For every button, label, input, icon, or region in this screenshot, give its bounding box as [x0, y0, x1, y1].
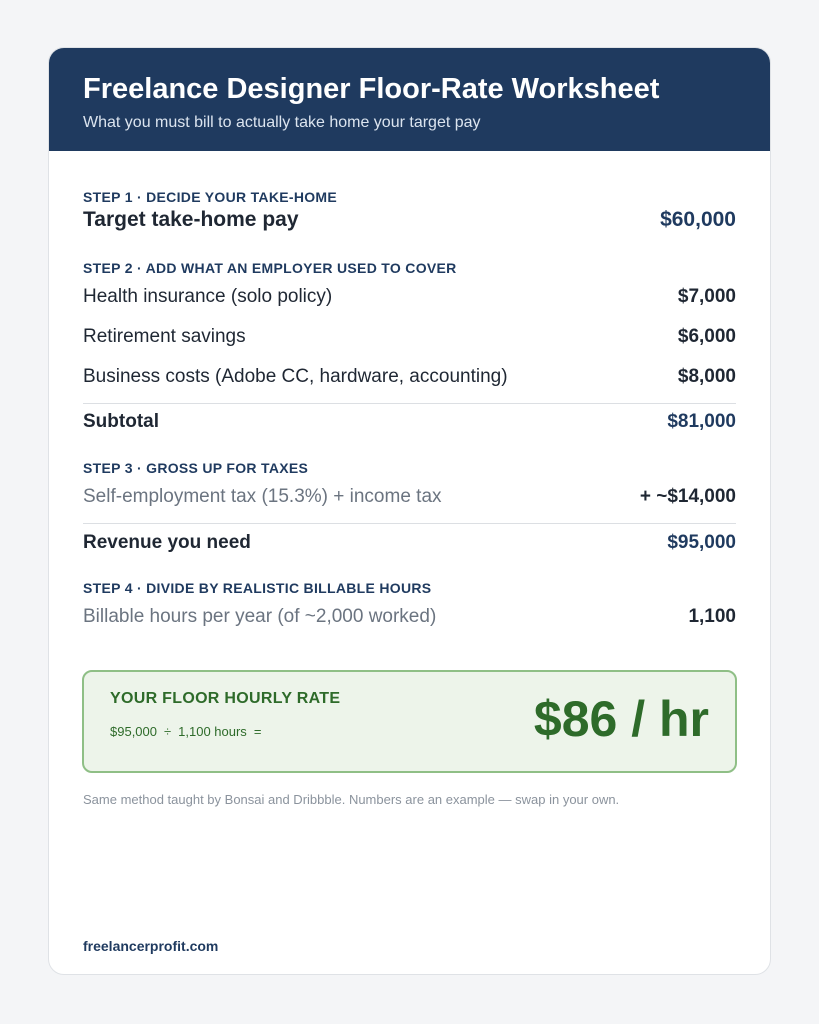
step3-label: STEP 3 · GROSS UP FOR TAXES [83, 460, 309, 476]
business-costs-label: Business costs (Adobe CC, hardware, accounting) [83, 366, 508, 387]
health-insurance-row [83, 286, 736, 308]
subtotal-value: $81,000 [667, 411, 736, 432]
business-costs-value: $8,000 [677, 366, 736, 387]
retirement-savings-label: Retirement savings [83, 326, 246, 347]
target-take-home-label: Target take-home pay [83, 208, 299, 231]
formula-divide-symbol: ÷ [164, 724, 172, 739]
step4-label: STEP 4 · DIVIDE BY REALISTIC BILLABLE HOURS [83, 580, 432, 596]
health-insurance-value: $7,000 [677, 286, 736, 307]
formula-revenue: $95,000 [110, 724, 157, 739]
revenue-needed-value: $95,000 [667, 532, 736, 553]
brand-link[interactable]: freelancerprofit.com [83, 938, 219, 954]
tax-label: Self-employment tax (15.3%) + income tax [83, 486, 442, 507]
billable-hours-row [83, 606, 736, 628]
subtotal-divider [83, 403, 736, 404]
revenue-needed-row [83, 532, 736, 554]
floor-rate-formula [110, 724, 261, 739]
revenue-divider [83, 523, 736, 524]
retirement-savings-value: $6,000 [677, 326, 736, 347]
billable-hours-value: 1,100 [688, 606, 736, 627]
tax-row [83, 486, 736, 508]
floor-rate-value: $86 / hr [533, 691, 709, 747]
formula-equals-symbol: = [253, 724, 262, 739]
target-take-home-row [83, 208, 736, 232]
page-title: Freelance Designer Floor-Rate Worksheet [83, 73, 660, 105]
worksheet-card [48, 47, 771, 975]
page-subtitle: What you must bill to actually take home your target pay [83, 114, 481, 131]
billable-hours-label: Billable hours per year (of ~2,000 worked) [83, 606, 437, 627]
step1-label: STEP 1 · DECIDE YOUR TAKE-HOME [83, 189, 338, 205]
worksheet-header [49, 48, 770, 151]
subtotal-label: Subtotal [83, 411, 159, 432]
tax-value: + ~$14,000 [639, 486, 736, 507]
revenue-needed-label: Revenue you need [83, 532, 251, 553]
subtotal-row [83, 411, 736, 433]
health-insurance-label: Health insurance (solo policy) [83, 286, 333, 307]
target-take-home-value: $60,000 [660, 208, 736, 231]
retirement-savings-row [83, 326, 736, 348]
business-costs-row [83, 366, 736, 388]
step2-label: STEP 2 · ADD WHAT AN EMPLOYER USED TO COVER [83, 260, 457, 276]
floor-rate-box [82, 670, 737, 773]
formula-hours: 1,100 hours [178, 724, 247, 739]
floor-rate-title: YOUR FLOOR HOURLY RATE [110, 690, 341, 707]
footnote: Same method taught by Bonsai and Dribbble. Numbers are an example — swap in your own. [83, 792, 620, 807]
